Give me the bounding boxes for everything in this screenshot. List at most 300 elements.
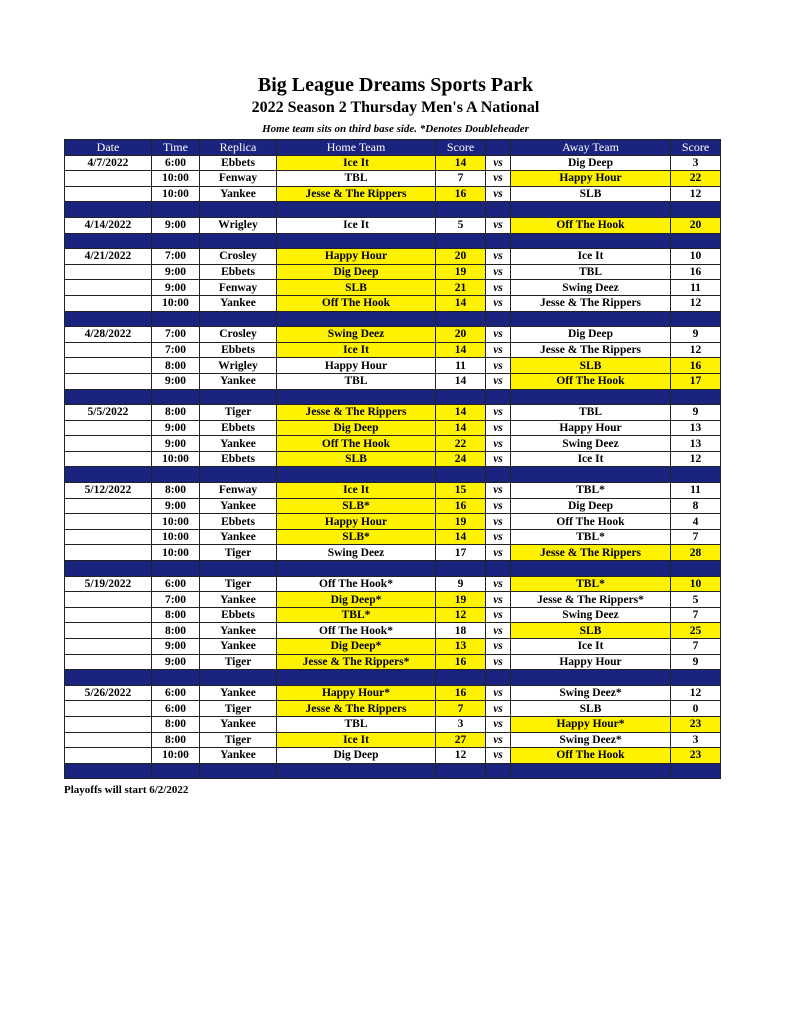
separator-cell bbox=[671, 561, 721, 577]
game-date bbox=[65, 748, 152, 764]
game-time: 10:00 bbox=[152, 295, 200, 311]
game-time: 9:00 bbox=[152, 264, 200, 280]
home-team: Jesse & The Rippers* bbox=[277, 654, 436, 670]
game-time: 8:00 bbox=[152, 732, 200, 748]
separator-cell bbox=[436, 561, 486, 577]
game-row bbox=[65, 623, 721, 639]
game-date bbox=[65, 623, 152, 639]
game-row bbox=[65, 451, 721, 467]
away-score: 28 bbox=[671, 545, 721, 561]
home-score: 12 bbox=[436, 607, 486, 623]
separator-cell bbox=[200, 202, 277, 218]
game-row bbox=[65, 685, 721, 701]
home-team: Ice It bbox=[277, 342, 436, 358]
home-score: 14 bbox=[436, 155, 486, 171]
separator-cell bbox=[65, 467, 152, 483]
away-team: TBL* bbox=[511, 576, 671, 592]
vs-label: vs bbox=[486, 701, 511, 717]
game-replica: Ebbets bbox=[200, 420, 277, 436]
separator-cell bbox=[671, 389, 721, 405]
separator-cell bbox=[65, 670, 152, 686]
vs-label: vs bbox=[486, 514, 511, 530]
game-date bbox=[65, 171, 152, 187]
home-score: 12 bbox=[436, 748, 486, 764]
separator-cell bbox=[65, 561, 152, 577]
away-score: 5 bbox=[671, 592, 721, 608]
home-score: 14 bbox=[436, 342, 486, 358]
separator-cell bbox=[152, 389, 200, 405]
game-time: 10:00 bbox=[152, 545, 200, 561]
vs-label: vs bbox=[486, 592, 511, 608]
week-separator bbox=[65, 233, 721, 249]
separator-cell bbox=[277, 467, 436, 483]
separator-cell bbox=[671, 311, 721, 327]
separator-cell bbox=[511, 389, 671, 405]
header-replica: Replica bbox=[200, 140, 277, 156]
home-team: Jesse & The Rippers bbox=[277, 701, 436, 717]
away-team: Jesse & The Rippers bbox=[511, 545, 671, 561]
away-team: Off The Hook bbox=[511, 373, 671, 389]
separator-cell bbox=[277, 763, 436, 779]
separator-cell bbox=[200, 389, 277, 405]
game-row bbox=[65, 748, 721, 764]
away-score: 9 bbox=[671, 327, 721, 343]
vs-label: vs bbox=[486, 280, 511, 296]
home-team: Ice It bbox=[277, 483, 436, 499]
separator-cell bbox=[200, 311, 277, 327]
home-score: 13 bbox=[436, 639, 486, 655]
page-subtitle: 2022 Season 2 Thursday Men's A National bbox=[251, 99, 540, 116]
away-team: Dig Deep bbox=[511, 327, 671, 343]
separator-cell bbox=[65, 763, 152, 779]
game-replica: Tiger bbox=[200, 654, 277, 670]
game-replica: Crosley bbox=[200, 249, 277, 265]
away-team: TBL* bbox=[511, 483, 671, 499]
home-team: Swing Deez bbox=[277, 545, 436, 561]
separator-cell bbox=[486, 202, 511, 218]
game-replica: Ebbets bbox=[200, 607, 277, 623]
week-separator bbox=[65, 670, 721, 686]
separator-cell bbox=[65, 233, 152, 249]
vs-label: vs bbox=[486, 623, 511, 639]
home-score: 21 bbox=[436, 280, 486, 296]
game-row bbox=[65, 249, 721, 265]
game-row bbox=[65, 264, 721, 280]
game-replica: Tiger bbox=[200, 701, 277, 717]
away-team: Off The Hook bbox=[511, 748, 671, 764]
game-replica: Tiger bbox=[200, 545, 277, 561]
away-team: Happy Hour bbox=[511, 654, 671, 670]
home-team: Happy Hour bbox=[277, 358, 436, 374]
vs-label: vs bbox=[486, 249, 511, 265]
game-time: 9:00 bbox=[152, 280, 200, 296]
game-replica: Fenway bbox=[200, 483, 277, 499]
separator-cell bbox=[152, 311, 200, 327]
separator-cell bbox=[486, 233, 511, 249]
away-team: Off The Hook bbox=[511, 514, 671, 530]
game-replica: Tiger bbox=[200, 576, 277, 592]
vs-label: vs bbox=[486, 171, 511, 187]
game-time: 10:00 bbox=[152, 748, 200, 764]
home-team: Happy Hour bbox=[277, 514, 436, 530]
game-time: 9:00 bbox=[152, 420, 200, 436]
vs-label: vs bbox=[486, 639, 511, 655]
separator-cell bbox=[152, 202, 200, 218]
home-score: 24 bbox=[436, 451, 486, 467]
game-time: 6:00 bbox=[152, 701, 200, 717]
away-score: 4 bbox=[671, 514, 721, 530]
game-row bbox=[65, 498, 721, 514]
home-score: 16 bbox=[436, 654, 486, 670]
vs-label: vs bbox=[486, 342, 511, 358]
game-row bbox=[65, 514, 721, 530]
away-team: Dig Deep bbox=[511, 498, 671, 514]
home-score: 16 bbox=[436, 685, 486, 701]
away-team: Happy Hour* bbox=[511, 716, 671, 732]
game-date bbox=[65, 451, 152, 467]
schedule-table bbox=[64, 139, 721, 779]
header-home-team: Home Team bbox=[277, 140, 436, 156]
home-score: 18 bbox=[436, 623, 486, 639]
home-score: 19 bbox=[436, 514, 486, 530]
away-team: Swing Deez bbox=[511, 280, 671, 296]
game-date: 5/5/2022 bbox=[65, 405, 152, 421]
week-separator bbox=[65, 202, 721, 218]
away-score: 22 bbox=[671, 171, 721, 187]
game-time: 10:00 bbox=[152, 171, 200, 187]
away-team: Ice It bbox=[511, 451, 671, 467]
away-score: 12 bbox=[671, 295, 721, 311]
home-team: TBL bbox=[277, 171, 436, 187]
game-replica: Wrigley bbox=[200, 217, 277, 233]
home-score: 19 bbox=[436, 264, 486, 280]
separator-cell bbox=[436, 763, 486, 779]
game-time: 10:00 bbox=[152, 451, 200, 467]
game-replica: Yankee bbox=[200, 498, 277, 514]
separator-cell bbox=[200, 233, 277, 249]
game-date: 5/26/2022 bbox=[65, 685, 152, 701]
game-time: 9:00 bbox=[152, 639, 200, 655]
game-row bbox=[65, 155, 721, 171]
vs-label: vs bbox=[486, 529, 511, 545]
game-row bbox=[65, 295, 721, 311]
home-team: Dig Deep bbox=[277, 264, 436, 280]
separator-cell bbox=[65, 389, 152, 405]
away-team: Swing Deez* bbox=[511, 685, 671, 701]
game-date bbox=[65, 701, 152, 717]
away-score: 12 bbox=[671, 342, 721, 358]
game-row bbox=[65, 217, 721, 233]
week-separator bbox=[65, 561, 721, 577]
separator-cell bbox=[511, 467, 671, 483]
separator-cell bbox=[671, 763, 721, 779]
separator-cell bbox=[152, 561, 200, 577]
away-score: 3 bbox=[671, 732, 721, 748]
game-row bbox=[65, 716, 721, 732]
separator-cell bbox=[277, 233, 436, 249]
game-time: 9:00 bbox=[152, 498, 200, 514]
game-row bbox=[65, 420, 721, 436]
away-score: 25 bbox=[671, 623, 721, 639]
away-team: Jesse & The Rippers* bbox=[511, 592, 671, 608]
game-time: 9:00 bbox=[152, 373, 200, 389]
header-home-score: Score bbox=[436, 140, 486, 156]
game-replica: Tiger bbox=[200, 732, 277, 748]
game-date bbox=[65, 732, 152, 748]
week-separator bbox=[65, 311, 721, 327]
game-time: 9:00 bbox=[152, 436, 200, 452]
separator-cell bbox=[436, 233, 486, 249]
game-row bbox=[65, 186, 721, 202]
game-time: 9:00 bbox=[152, 217, 200, 233]
separator-cell bbox=[65, 202, 152, 218]
game-row bbox=[65, 483, 721, 499]
home-score: 11 bbox=[436, 358, 486, 374]
away-team: SLB bbox=[511, 358, 671, 374]
away-team: Dig Deep bbox=[511, 155, 671, 171]
separator-cell bbox=[200, 561, 277, 577]
separator-cell bbox=[277, 202, 436, 218]
header-vs bbox=[486, 140, 511, 156]
game-replica: Ebbets bbox=[200, 451, 277, 467]
game-date bbox=[65, 592, 152, 608]
separator-cell bbox=[436, 311, 486, 327]
week-separator bbox=[65, 467, 721, 483]
game-row bbox=[65, 529, 721, 545]
separator-cell bbox=[152, 670, 200, 686]
vs-label: vs bbox=[486, 420, 511, 436]
separator-cell bbox=[436, 389, 486, 405]
separator-cell bbox=[200, 467, 277, 483]
game-date bbox=[65, 264, 152, 280]
game-time: 8:00 bbox=[152, 483, 200, 499]
home-team: SLB* bbox=[277, 498, 436, 514]
game-date: 5/12/2022 bbox=[65, 483, 152, 499]
game-time: 7:00 bbox=[152, 327, 200, 343]
away-team: SLB bbox=[511, 623, 671, 639]
home-score: 27 bbox=[436, 732, 486, 748]
game-row bbox=[65, 654, 721, 670]
home-team: Dig Deep* bbox=[277, 639, 436, 655]
page-note: Home team sits on third base side. *Denotes Doubleheader bbox=[262, 123, 529, 135]
away-score: 8 bbox=[671, 498, 721, 514]
game-row bbox=[65, 576, 721, 592]
home-team: Jesse & The Rippers bbox=[277, 405, 436, 421]
game-row bbox=[65, 342, 721, 358]
week-separator bbox=[65, 389, 721, 405]
separator-cell bbox=[152, 233, 200, 249]
home-team: Ice It bbox=[277, 217, 436, 233]
separator-cell bbox=[671, 202, 721, 218]
separator-cell bbox=[486, 311, 511, 327]
game-time: 6:00 bbox=[152, 155, 200, 171]
game-row bbox=[65, 436, 721, 452]
home-score: 16 bbox=[436, 186, 486, 202]
away-score: 12 bbox=[671, 451, 721, 467]
game-date bbox=[65, 498, 152, 514]
home-team: Off The Hook* bbox=[277, 576, 436, 592]
home-score: 15 bbox=[436, 483, 486, 499]
separator-cell bbox=[671, 467, 721, 483]
separator-cell bbox=[486, 670, 511, 686]
game-replica: Yankee bbox=[200, 716, 277, 732]
home-score: 3 bbox=[436, 716, 486, 732]
vs-label: vs bbox=[486, 498, 511, 514]
game-time: 10:00 bbox=[152, 514, 200, 530]
game-time: 6:00 bbox=[152, 685, 200, 701]
game-date bbox=[65, 358, 152, 374]
game-time: 8:00 bbox=[152, 623, 200, 639]
away-team: Ice It bbox=[511, 639, 671, 655]
game-replica: Fenway bbox=[200, 280, 277, 296]
header-time: Time bbox=[152, 140, 200, 156]
game-row bbox=[65, 171, 721, 187]
vs-label: vs bbox=[486, 732, 511, 748]
game-date bbox=[65, 654, 152, 670]
away-score: 23 bbox=[671, 748, 721, 764]
home-team: TBL bbox=[277, 373, 436, 389]
game-time: 8:00 bbox=[152, 405, 200, 421]
game-row bbox=[65, 592, 721, 608]
home-score: 16 bbox=[436, 498, 486, 514]
home-score: 14 bbox=[436, 373, 486, 389]
game-date bbox=[65, 436, 152, 452]
separator-cell bbox=[511, 233, 671, 249]
game-time: 7:00 bbox=[152, 249, 200, 265]
game-replica: Yankee bbox=[200, 592, 277, 608]
game-date: 4/7/2022 bbox=[65, 155, 152, 171]
game-replica: Yankee bbox=[200, 529, 277, 545]
away-score: 11 bbox=[671, 280, 721, 296]
game-replica: Yankee bbox=[200, 436, 277, 452]
vs-label: vs bbox=[486, 327, 511, 343]
game-date bbox=[65, 295, 152, 311]
header-away-score: Score bbox=[671, 140, 721, 156]
separator-cell bbox=[511, 763, 671, 779]
away-score: 12 bbox=[671, 186, 721, 202]
vs-label: vs bbox=[486, 358, 511, 374]
vs-label: vs bbox=[486, 716, 511, 732]
game-replica: Yankee bbox=[200, 623, 277, 639]
away-team: Happy Hour bbox=[511, 171, 671, 187]
playoffs-note: Playoffs will start 6/2/2022 bbox=[64, 784, 189, 796]
home-score: 14 bbox=[436, 405, 486, 421]
away-team: TBL* bbox=[511, 529, 671, 545]
away-score: 3 bbox=[671, 155, 721, 171]
home-team: Ice It bbox=[277, 732, 436, 748]
game-time: 8:00 bbox=[152, 716, 200, 732]
away-team: Swing Deez bbox=[511, 607, 671, 623]
separator-cell bbox=[436, 670, 486, 686]
game-time: 7:00 bbox=[152, 342, 200, 358]
away-team: Swing Deez bbox=[511, 436, 671, 452]
separator-cell bbox=[436, 467, 486, 483]
home-team: Happy Hour* bbox=[277, 685, 436, 701]
home-score: 7 bbox=[436, 171, 486, 187]
home-score: 5 bbox=[436, 217, 486, 233]
game-replica: Yankee bbox=[200, 373, 277, 389]
separator-cell bbox=[486, 561, 511, 577]
game-row bbox=[65, 545, 721, 561]
week-separator bbox=[65, 763, 721, 779]
separator-cell bbox=[200, 763, 277, 779]
game-replica: Crosley bbox=[200, 327, 277, 343]
separator-cell bbox=[277, 561, 436, 577]
page-title: Big League Dreams Sports Park bbox=[257, 74, 534, 96]
home-score: 14 bbox=[436, 295, 486, 311]
separator-cell bbox=[671, 233, 721, 249]
separator-cell bbox=[65, 311, 152, 327]
header-row bbox=[65, 140, 721, 156]
separator-cell bbox=[277, 389, 436, 405]
game-replica: Fenway bbox=[200, 171, 277, 187]
separator-cell bbox=[436, 202, 486, 218]
away-team: SLB bbox=[511, 701, 671, 717]
game-date bbox=[65, 420, 152, 436]
game-replica: Wrigley bbox=[200, 358, 277, 374]
vs-label: vs bbox=[486, 217, 511, 233]
game-time: 10:00 bbox=[152, 186, 200, 202]
away-score: 23 bbox=[671, 716, 721, 732]
home-team: TBL* bbox=[277, 607, 436, 623]
game-replica: Tiger bbox=[200, 405, 277, 421]
away-score: 7 bbox=[671, 639, 721, 655]
game-date bbox=[65, 639, 152, 655]
game-date: 4/28/2022 bbox=[65, 327, 152, 343]
away-score: 10 bbox=[671, 249, 721, 265]
away-team: SLB bbox=[511, 186, 671, 202]
game-row bbox=[65, 280, 721, 296]
game-time: 7:00 bbox=[152, 592, 200, 608]
home-team: SLB bbox=[277, 451, 436, 467]
game-replica: Yankee bbox=[200, 639, 277, 655]
separator-cell bbox=[152, 763, 200, 779]
separator-cell bbox=[152, 467, 200, 483]
away-team: Ice It bbox=[511, 249, 671, 265]
game-row bbox=[65, 373, 721, 389]
vs-label: vs bbox=[486, 436, 511, 452]
home-score: 22 bbox=[436, 436, 486, 452]
home-team: SLB bbox=[277, 280, 436, 296]
vs-label: vs bbox=[486, 405, 511, 421]
away-score: 11 bbox=[671, 483, 721, 499]
game-date: 4/14/2022 bbox=[65, 217, 152, 233]
away-team: Jesse & The Rippers bbox=[511, 342, 671, 358]
game-date bbox=[65, 186, 152, 202]
away-score: 10 bbox=[671, 576, 721, 592]
home-team: Off The Hook* bbox=[277, 623, 436, 639]
away-score: 16 bbox=[671, 264, 721, 280]
game-time: 8:00 bbox=[152, 358, 200, 374]
away-team: Happy Hour bbox=[511, 420, 671, 436]
vs-label: vs bbox=[486, 295, 511, 311]
game-replica: Ebbets bbox=[200, 264, 277, 280]
separator-cell bbox=[486, 467, 511, 483]
away-score: 17 bbox=[671, 373, 721, 389]
separator-cell bbox=[511, 311, 671, 327]
separator-cell bbox=[200, 670, 277, 686]
home-team: Swing Deez bbox=[277, 327, 436, 343]
game-date bbox=[65, 545, 152, 561]
game-time: 6:00 bbox=[152, 576, 200, 592]
home-team: Dig Deep bbox=[277, 420, 436, 436]
game-time: 10:00 bbox=[152, 529, 200, 545]
away-score: 9 bbox=[671, 405, 721, 421]
home-team: Dig Deep bbox=[277, 748, 436, 764]
game-row bbox=[65, 639, 721, 655]
away-score: 16 bbox=[671, 358, 721, 374]
vs-label: vs bbox=[486, 576, 511, 592]
